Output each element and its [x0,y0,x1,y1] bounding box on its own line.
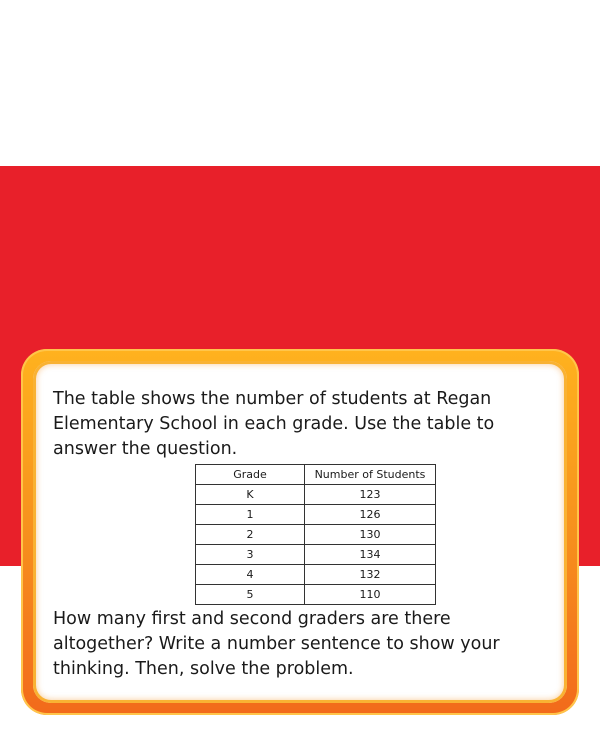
card-background-band [0,166,600,679]
table-row [196,485,436,505]
students-cell: 123 [305,485,436,505]
header-number-of-students: Number of Students [305,465,436,485]
students-table [195,464,436,605]
students-cell: 132 [305,565,436,585]
question-card [33,361,567,703]
table-row [196,585,436,605]
grade-cell: 2 [196,525,305,545]
students-cell: 110 [305,585,436,605]
grade-cell: 1 [196,505,305,525]
table-row [196,505,436,525]
card-content [53,387,551,682]
table-row [196,565,436,585]
card-frame [21,349,579,715]
grade-cell: 5 [196,585,305,605]
students-cell: 130 [305,525,436,545]
students-cell: 126 [305,505,436,525]
table-row [196,525,436,545]
grade-cell: K [196,485,305,505]
intro-text: The table shows the number of students at Regan Elementary School in each grade. Use the table to answer the question. [53,389,495,459]
grade-cell: 4 [196,565,305,585]
question-text: How many first and second graders are there altogether? Write a number sentence to show your thinking. Then, solve the problem. [53,609,500,679]
students-cell: 134 [305,545,436,565]
header-grade: Grade [196,465,305,485]
grade-cell: 3 [196,545,305,565]
table-header-row [196,465,436,485]
table-row [196,545,436,565]
